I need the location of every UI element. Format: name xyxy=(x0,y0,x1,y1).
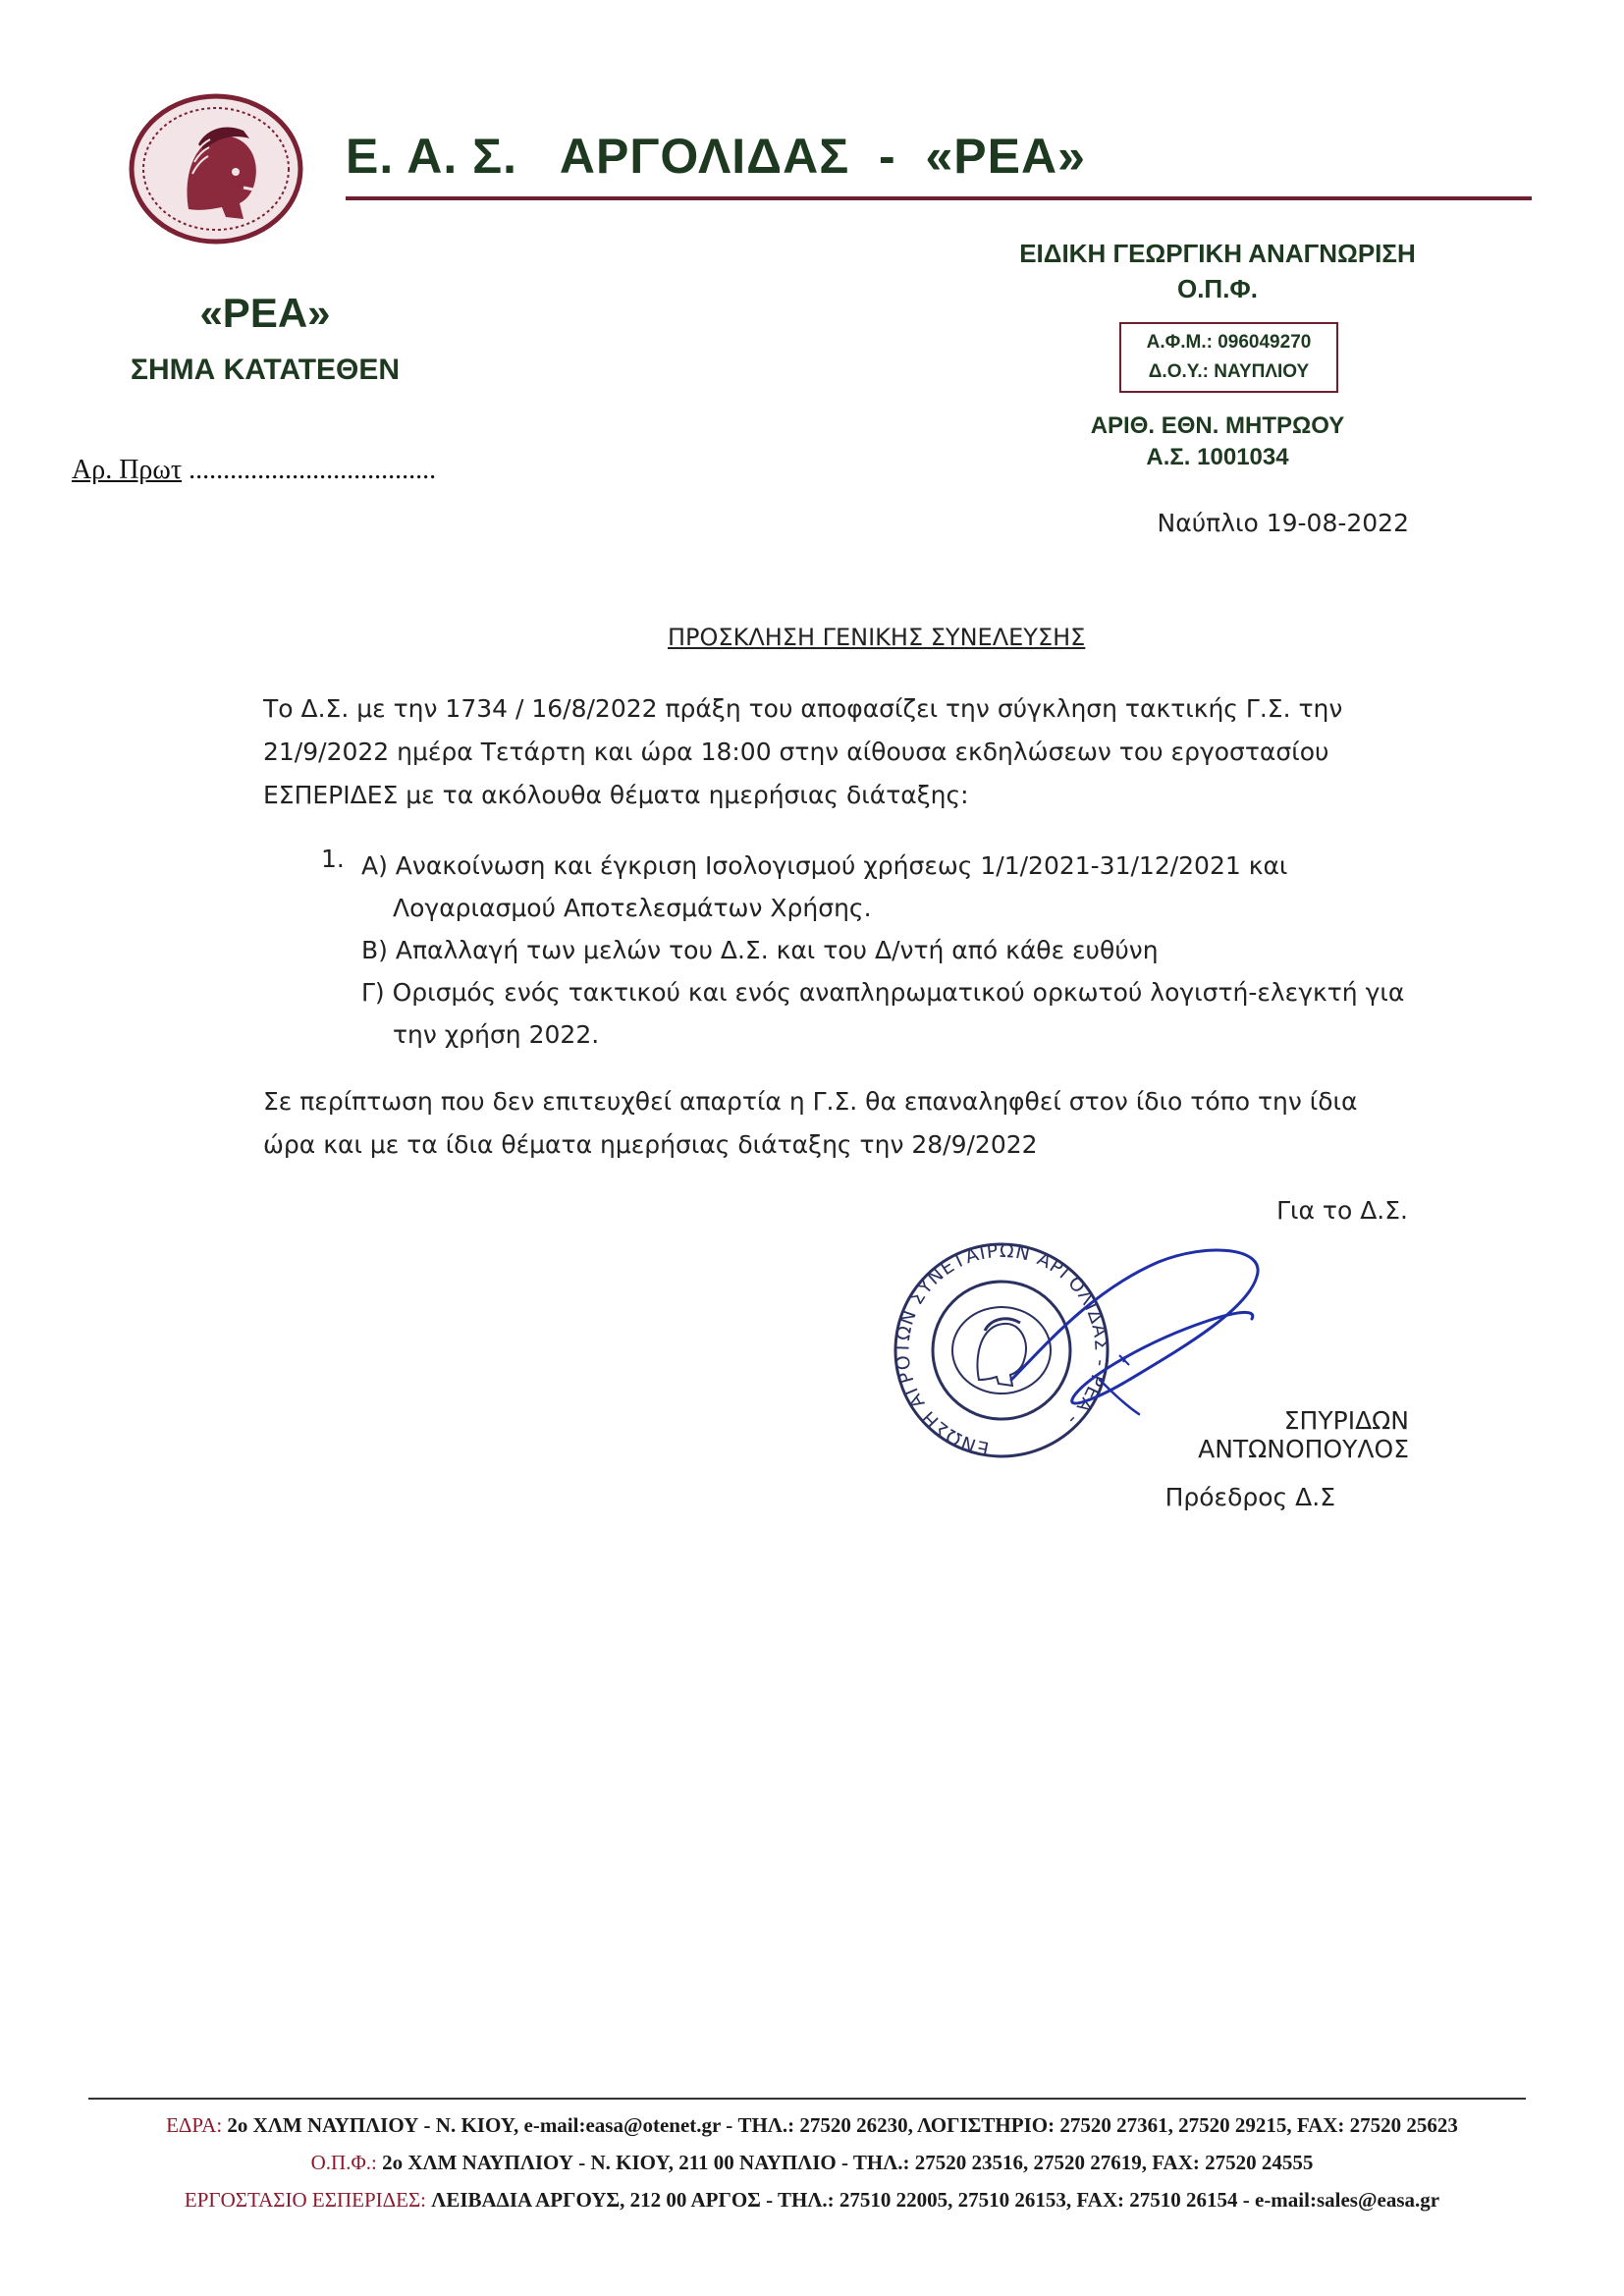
svg-text:ΕΝΩΣΗ ΑΓΡΟΤΩΝ ΣΥΝΕΤΑΙΡΩΝ ΑΡΓΟΛ: ΕΝΩΣΗ ΑΓΡΟΤΩΝ ΣΥΝΕΤΑΙΡΩΝ ΑΡΓΟΛΙΔΑΣ - ΡΕΑ - xyxy=(892,1239,1112,1460)
footer-label: ΕΔΡΑ: xyxy=(166,2113,223,2137)
tax-info-box xyxy=(1119,322,1338,393)
footer-line-opf xyxy=(0,2151,1624,2175)
footer-label: Ο.Π.Φ.: xyxy=(310,2151,377,2174)
afm-number: Α.Φ.Μ.: 096049270 xyxy=(1146,332,1312,353)
registry-line: Α.Σ. 1001034 xyxy=(1146,444,1289,470)
footer-text: ΛΕΙΒΑΔΙΑ ΑΡΓΟΥΣ, 212 00 ΑΡΓΟΣ - ΤΗΛ.: 27510 22005, 27510 26153, FAX: 27510 26154 - e-mail:sales@easa.gr xyxy=(431,2188,1440,2212)
footer-text: 2ο ΧΛΜ ΝΑΥΠΛΙΟΥ - Ν. ΚΙΟΥ, e-mail:easa@otenet.gr - ΤΗΛ.: 27520 26230, ΛΟΓΙΣΤΗΡΙΟ: 27520 27361, 27520 29215, FAX: 27520 25623 xyxy=(227,2113,1458,2137)
agenda-item-c: Γ) Ορισμός ενός τακτικού και ενός αναπληρωματικού ορκωτού λογιστή-ελεγκτή για xyxy=(361,978,1405,1007)
agenda-item-number: 1. xyxy=(321,845,345,873)
rea-coin-logo xyxy=(128,93,309,246)
footer-line-factory xyxy=(0,2188,1624,2213)
text-line: Το Δ.Σ. με την 1734 / 16/8/2022 πράξη του αποφασίζει την σύγκληση τακτικής Γ.Σ. την xyxy=(263,694,1343,723)
recognition-line: Ο.Π.Φ. xyxy=(1176,274,1258,303)
protocol-dots: .................................... xyxy=(182,455,437,485)
title-divider xyxy=(346,196,1532,200)
footer-line-headquarters xyxy=(0,2113,1624,2138)
agenda-item-b: Β) Απαλλαγή των μελών του Δ.Σ. και του Δ/ντή από κάθε ευθύνη xyxy=(361,936,1159,964)
text-line: ώρα και με τα ίδια θέματα ημερήσιας διάταξης την 28/9/2022 xyxy=(263,1130,1038,1159)
document-date: Ναύπλιο 19-08-2022 xyxy=(1157,509,1409,537)
repeat-meeting-paragraph xyxy=(263,1080,1441,1167)
registry-block xyxy=(943,410,1492,473)
agenda-item-a-cont: Λογαριασμού Αποτελεσμάτων Χρήσης. xyxy=(393,894,872,922)
footer-divider xyxy=(88,2098,1526,2100)
registry-line: ΑΡΙΘ. ΕΘΝ. ΜΗΤΡΩΟΥ xyxy=(1090,412,1345,439)
protocol-label: Αρ. Πρωτ xyxy=(72,455,183,485)
text-line: ΕΣΠΕΡΙΔΕΣ με τα ακόλουθα θέματα ημερήσιας διάταξης: xyxy=(263,781,969,809)
trademark-label: ΣΗΜΑ ΚΑΤΑΤΕΘΕΝ xyxy=(130,354,401,386)
document-title: ΠΡΟΣΚΛΗΣΗ ΓΕΝΙΚΗΣ ΣΥΝΕΛΕΥΣΗΣ xyxy=(668,624,1086,651)
for-board-label: Για το Δ.Σ. xyxy=(1276,1196,1408,1225)
footer-label: ΕΡΓΟΣΤΑΣΙΟ ΕΣΠΕΡΙΔΕΣ: xyxy=(184,2188,427,2212)
agenda-item-a: Α) Ανακοίνωση και έγκριση Ισολογισμού χρήσεως 1/1/2021-31/12/2021 και xyxy=(361,851,1288,880)
recognition-block xyxy=(943,236,1492,306)
agenda-list xyxy=(361,845,1451,1056)
text-line: Σε περίπτωση που δεν επιτευχθεί απαρτία η Γ.Σ. θα επαναληφθεί στον ίδιο τόπο την ίδια xyxy=(263,1087,1358,1116)
signer-role: Πρόεδρος Δ.Σ xyxy=(1164,1483,1335,1511)
agenda-item-c-cont: την χρήση 2022. xyxy=(393,1020,600,1049)
organization-title: Ε. Α. Σ. ΑΡΓΟΛΙΔΑΣ - «ΡΕΑ» xyxy=(346,129,1086,184)
text-line: 21/9/2022 ημέρα Τετάρτη και ώρα 18:00 στην αίθουσα εκδηλώσεων του εργοστασίου xyxy=(263,738,1329,766)
footer-text: 2ο ΧΛΜ ΝΑΥΠΛΙΟΥ - Ν. ΚΙΟΥ, 211 00 ΝΑΥΠΛΙΟ - ΤΗΛ.: 27520 23516, 27520 27619, FAX: 27520 24555 xyxy=(382,2151,1314,2174)
tax-office: Δ.Ο.Υ.: ΝΑΥΠΛΙΟΥ xyxy=(1148,361,1310,382)
intro-paragraph xyxy=(263,687,1441,817)
signer-name: ΣΠΥΡΙΔΩΝ ΑΝΤΩΝΟΠΟΥΛΟΣ xyxy=(1198,1406,1409,1463)
brand-name: «ΡΕΑ» xyxy=(199,290,331,336)
recognition-line: ΕΙΔΙΚΗ ΓΕΩΡΓΙΚΗ ΑΝΑΓΝΩΡΙΣΗ xyxy=(1019,239,1416,268)
protocol-number-field xyxy=(72,455,436,486)
